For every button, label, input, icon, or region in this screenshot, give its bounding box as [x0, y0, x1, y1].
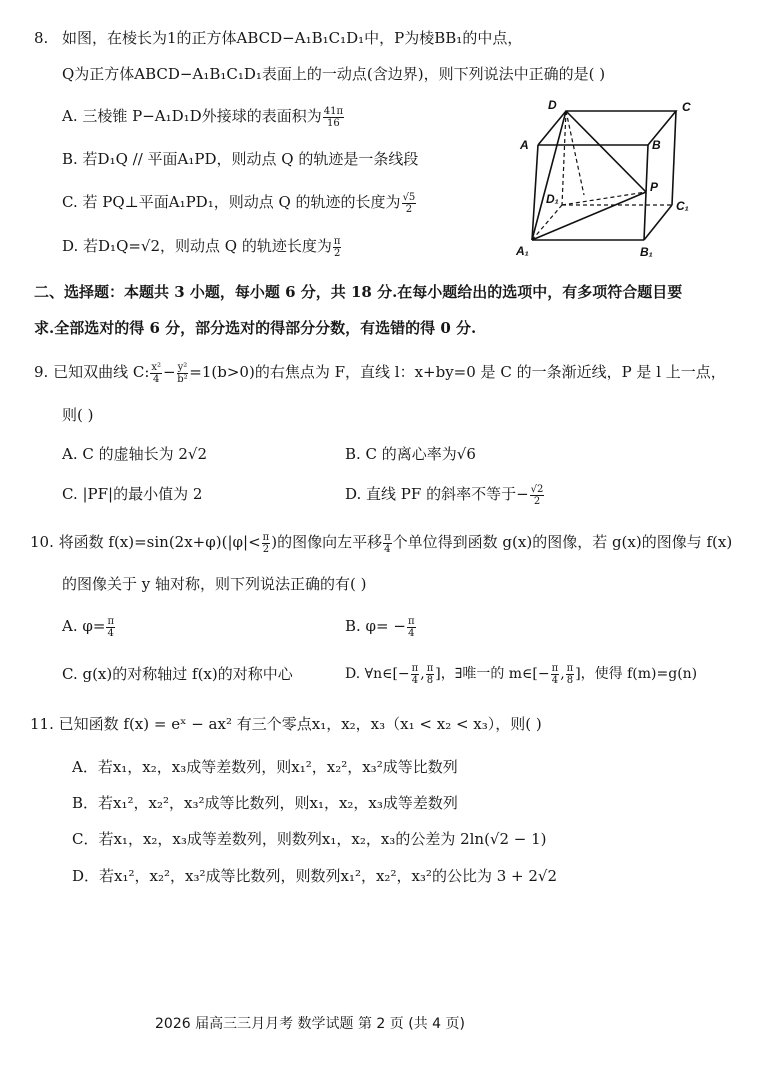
q10-option-c: C. g(x)的对称轴过 f(x)的对称中心 — [62, 665, 293, 683]
q10-option-d-f4-num: π — [566, 662, 574, 674]
q9-stem-line2: 则( ) — [62, 406, 94, 424]
q10-option-d-f2-num: π — [426, 662, 434, 674]
q11-stem: 11. 已知函数 f(x) = eˣ − ax² 有三个零点x₁，x₂，x₃（x₁ < x₂ < x₃），则( ) — [30, 715, 542, 733]
q9-option-d-den: 2 — [533, 495, 541, 507]
q9-fraction-2 — [177, 362, 189, 385]
cube-label-d1: D₁ — [546, 192, 559, 206]
cube-label-c: C — [682, 100, 691, 114]
q9-fraction-1-den: 4 — [153, 373, 160, 385]
q10-option-d-b: , — [420, 666, 425, 682]
q8-option-d-num: π — [333, 235, 341, 247]
q10-fraction-1-num: π — [262, 531, 270, 543]
q10-option-a — [62, 614, 116, 639]
q9-option-d-text: D. 直线 PF 的斜率不等于− — [345, 485, 529, 503]
q10-option-a-num: π — [107, 615, 115, 627]
cube-line-da1 — [532, 111, 566, 240]
q10-option-d-f3-den: 4 — [551, 674, 559, 686]
cube-label-d: D — [548, 98, 557, 112]
q8-option-a-fraction — [323, 106, 344, 129]
q8-option-d-den: 2 — [333, 247, 341, 259]
cube-line-inner — [566, 111, 584, 195]
q10-option-d-f1-num: π — [411, 662, 419, 674]
q9-option-c: C. |PF|的最小值为 2 — [62, 485, 203, 503]
cube-label-b: B — [652, 138, 661, 152]
q10-option-d-f3-num: π — [551, 662, 559, 674]
q10-fraction-2-num: π — [384, 531, 391, 543]
cube-line-dp — [566, 111, 646, 192]
q11-option-b: B．若x₁²，x₂²，x₃²成等比数列，则x₁，x₂，x₃成等差数列 — [72, 794, 458, 812]
cube-label-c1: C₁ — [676, 199, 689, 213]
q10-fraction-2-den: 4 — [384, 543, 391, 555]
q10-option-d-f2-den: 8 — [426, 674, 434, 686]
cube-label-b1: B₁ — [640, 245, 653, 259]
q10-option-d-f1-den: 4 — [411, 674, 419, 686]
q10-option-a-fraction — [106, 616, 115, 639]
section2-line1: 二、选择题：本题共 3 小题，每小题 6 分，共 18 分.在每小题给出的选项中，有多项符合题目要 — [34, 283, 683, 301]
q8-stem-line1: 如图，在棱长为1的正方体ABCD−A₁B₁C₁D₁中，P为棱BB₁的中点， — [62, 29, 523, 47]
q10-stem-a: 10. 将函数 f(x)=sin(2x+φ)(|φ|< — [30, 533, 261, 551]
q11-option-d: D．若x₁²，x₂²，x₃²成等比数列，则数列x₁²，x₂²，x₃²的公比为 3 + 2√2 — [72, 867, 558, 885]
q9-option-b: B. C 的离心率为√6 — [345, 445, 476, 463]
q10-option-d-e: ]，使得 f(m)=g(n) — [575, 666, 698, 682]
q10-option-a-den: 4 — [107, 627, 114, 639]
q9-fraction-1 — [150, 362, 162, 385]
q9-stem-post: =1(b>0)的右焦点为 F，直线 l：x+by=0 是 C 的一条渐近线，P 是 l 上一点， — [189, 363, 726, 381]
q10-option-b-fraction — [407, 616, 416, 639]
q9-option-d-num: √2 — [530, 483, 544, 495]
q8-option-c-num: √5 — [402, 191, 416, 203]
q10-option-d-c: ]，∃唯一的 m∈[− — [435, 666, 550, 682]
cube-edge-b1c1 — [644, 205, 672, 240]
q8-option-c — [62, 190, 417, 215]
q10-stem-b: )的图像向左平移 — [271, 533, 383, 551]
q10-stem-line1 — [30, 530, 732, 555]
q8-number: 8. — [34, 29, 49, 47]
cube-hidden-edges — [532, 111, 672, 240]
q10-option-b-den: 4 — [408, 627, 415, 639]
q10-stem-line2: 的图像关于 y 轴对称，则下列说法正确的有( ) — [62, 575, 367, 593]
q8-option-a-den: 16 — [327, 117, 340, 129]
q10-option-a-text: A. φ= — [62, 617, 106, 635]
q10-option-d-d: , — [560, 666, 565, 682]
q10-option-d-fraction-2 — [426, 663, 435, 686]
q10-fraction-1-den: 2 — [262, 543, 270, 555]
cube-label-p: P — [650, 180, 659, 194]
q10-option-b — [345, 614, 417, 639]
q10-option-b-num: π — [407, 615, 415, 627]
q10-option-d — [345, 662, 697, 686]
q8-option-c-text: C. 若 PQ⊥平面A₁PD₁，则动点 Q 的轨迹的长度为 — [62, 193, 401, 211]
q8-option-a-text: A. 三棱锥 P−A₁D₁D外接球的表面积为 — [62, 107, 322, 125]
section2-line2: 求.全部选对的得 6 分，部分选对的得部分分数，有选错的得 0 分. — [34, 319, 477, 337]
cube-solid-edges — [532, 111, 676, 240]
q11-option-a: A．若x₁，x₂，x₃成等差数列，则x₁²，x₂²，x₃²成等比数列 — [72, 758, 458, 776]
q8-option-c-den: 2 — [405, 203, 413, 215]
q9-stem-line1 — [34, 360, 726, 385]
q10-option-b-text: B. φ= − — [345, 617, 406, 635]
q9-option-d-fraction — [530, 484, 545, 507]
q8-option-a — [62, 104, 345, 129]
q10-option-d-fraction-1 — [411, 663, 420, 686]
q9-minus: − — [163, 363, 176, 381]
q8-option-d-text: D. 若D₁Q=√2，则动点 Q 的轨迹长度为 — [62, 237, 332, 255]
q10-fraction-1 — [262, 532, 271, 555]
cube-line-d1p — [562, 192, 646, 205]
q8-option-c-fraction — [402, 192, 417, 215]
q8-stem-line2: Q为正方体ABCD−A₁B₁C₁D₁表面上的一动点(含边界)，则下列说法中正确的是( ) — [62, 65, 606, 83]
q9-fraction-2-num: y² — [177, 361, 188, 373]
q9-stem-pre: 9. 已知双曲线 C: — [34, 363, 150, 381]
cube-label-a1: A₁ — [516, 244, 529, 258]
q9-option-a: A. C 的虚轴长为 2√2 — [62, 445, 208, 463]
q9-fraction-2-den: b² — [177, 373, 188, 385]
cube-edge-cc1 — [672, 111, 676, 205]
q10-option-d-a: D. ∀n∈[− — [345, 666, 410, 682]
cube-figure — [508, 95, 708, 260]
q8-option-d — [62, 234, 342, 259]
q8-option-a-num: 41π — [323, 105, 344, 117]
q9-fraction-1-num: x² — [151, 361, 162, 373]
q10-option-d-f4-den: 8 — [566, 674, 574, 686]
q10-fraction-2 — [383, 532, 392, 555]
cube-label-a: A — [520, 138, 529, 152]
q11-option-c: C．若x₁，x₂，x₃成等差数列，则数列x₁，x₂，x₃的公差为 2ln(√2 − 1) — [72, 830, 547, 848]
q10-option-d-fraction-3 — [551, 663, 560, 686]
q9-option-d — [345, 482, 545, 507]
q8-option-d-fraction — [333, 236, 342, 259]
q10-option-d-fraction-4 — [566, 663, 575, 686]
page-footer: 2026 届高三三月月考 数学试题 第 2 页 (共 4 页) — [155, 1016, 465, 1032]
q8-option-b: B. 若D₁Q // 平面A₁PD，则动点 Q 的轨迹是一条线段 — [62, 150, 419, 168]
q10-stem-c: 个单位得到函数 g(x)的图像，若 g(x)的图像与 f(x) — [392, 533, 733, 551]
